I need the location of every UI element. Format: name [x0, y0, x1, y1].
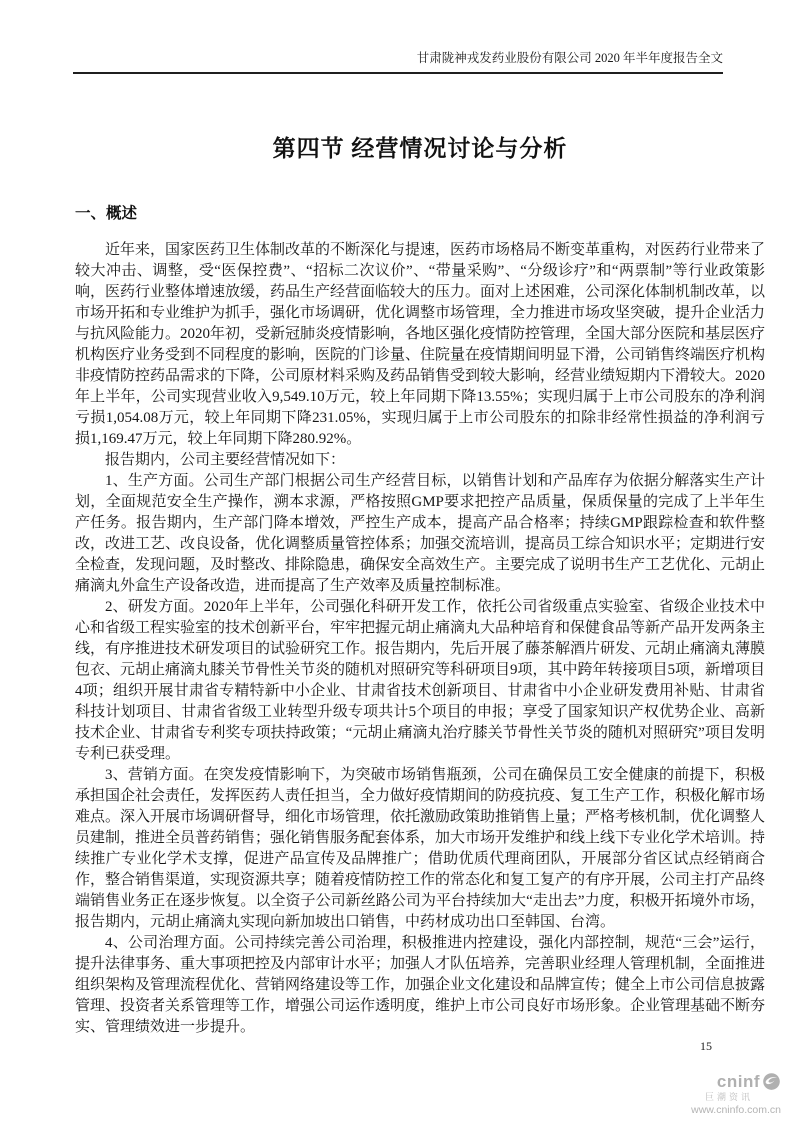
cninfo-watermark — [691, 1072, 781, 1116]
cninfo-url-text: www.cninfo.com.cn — [691, 1103, 781, 1116]
cninfo-logo-text: cninf — [716, 1072, 760, 1091]
document-body — [75, 0, 765, 1038]
section-heading-overview: 一、概述 — [75, 205, 138, 222]
paragraph-governance: 4、公司治理方面。公司持续完善公司治理，积极推进内控建设，强化内部控制，规范“三会”运行，提升法律事务、重大事项把控及内部审计水平；加强人才队伍培养，完善职业经理人管理机制，全面推进组织架构及管理流程优化、营销网络建设等工作，加强企业文化建设和品牌宣传；健全上市公司信息披露管理、投资者关系管理等工作，增强公司运作透明度，维护上市公司良好市场形象。企业管理基础不断夯实、管理绩效进一步提升。 — [75, 935, 766, 1035]
paragraph-intro-operations: 报告期内，公司主要经营情况如下： — [105, 452, 346, 468]
paragraph-production: 1、生产方面。公司生产部门根据公司生产经营目标，以销售计划和产品库存为依据分解落实生产计划，全面规范安全生产操作，溯本求源，严格按照GMP要求把控产品质量，保质保量的完成了上半年生产任务。报告期内，生产部门降本增效，严控生产成本，提高产品合格率；持续GMP跟踪检查和软件整改，改进工艺、改良设备，优化调整质量管控体系；加强交流培训，提高员工综合知识水平；定期进行安全检查，发现问题，及时整改、排除隐患，确保安全高效生产。主要完成了说明书生产工艺优化、元胡止痛滴丸外盒生产设备改造，进而提高了生产效率及质量控制标准。 — [75, 473, 766, 594]
paragraph-marketing: 3、营销方面。在突发疫情影响下，为突破市场销售瓶颈，公司在确保员工安全健康的前提下，积极承担国企社会责任，发挥医药人责任担当，全力做好疫情期间的防疫抗疫、复工生产工作，积极化解市场难点。深入开展市场调研督导，细化市场管理，依托激励政策助推销售上量；严格考核机制，优化调整人员建制，推进全员普药销售；强化销售服务配套体系，加大市场开发维护和线上线下专业化学术培训。持续推广专业化学术支撑，促进产品宣传及品牌推广；借助优质代理商团队，开展部分省区试点经销商合作，整合销售渠道，实现资源共享；随着疫情防控工作的常态化和复工复产的有序开展，公司主打产品终端销售业务正在逐步恢复。以全资子公司新丝路公司为平台持续加大“走出去”力度，积极开拓境外市场，报告期内，元胡止痛滴丸实现向新加坡出口销售，中药材成功出口至韩国、台湾。 — [75, 767, 766, 930]
cninfo-brand-text: 巨潮资讯 — [705, 1092, 754, 1102]
header-report-title: 甘肃陇神戎发药业股份有限公司 2020 年半年度报告全文 — [416, 51, 723, 65]
page-number: 15 — [700, 1039, 712, 1053]
paragraph-overview: 近年来，国家医药卫生体制改革的不断深化与提速，医药市场格局不断变革重构，对医药行业带来了较大冲击、调整，受“医保控费”、“招标二次议价”、“带量采购”、“分级诊疗”和“两票制”等行业政策影响，医药行业整体增速放缓，药品生产经营面临较大的压力。面对上述困难，公司深化体制机制改革，以市场开拓和专业维护为抓手，强化市场调研，优化调整市场管理，全力推进市场攻坚突破，提升企业活力与抗风险能力。2020年初，受新冠肺炎疫情影响，各地区强化疫情防控管理，全国大部分医院和基层医疗机构医疗业务受到不同程度的影响，医院的门诊量、住院量在疫情期间明显下滑，公司销售终端医疗机构非疫情防控药品需求的下降，公司原材料采购及药品销售受到较大影响，经营业绩短期内下滑较大。2020年上半年，公司实现营业收入9,549.10万元，较上年同期下降13.55%；实现归属于上市公司股东的净利润亏损1,054.08万元，较上年同期下降231.05%，实现归属于上市公司股东的扣除非经常性损益的净利润亏损1,169.47万元，较上年同期下降280.92%。 — [75, 242, 766, 447]
paragraph-research: 2、研发方面。2020年上半年，公司强化科研开发工作，依托公司省级重点实验室、省级企业技术中心和省级工程实验室的技术创新平台，牢牢把握元胡止痛滴丸大品种培育和保健食品等新产品开发两条主线，有序推进技术研发项目的试验研究工作。报告期内，先后开展了藤茶解酒片研发、元胡止痛滴丸薄膜包衣、元胡止痛滴丸膝关节骨性关节炎的随机对照研究等科研项目9项，其中跨年转接项目5项，新增项目4项；组织开展甘肃省专精特新中小企业、甘肃省技术创新项目、甘肃省中小企业研发费用补贴、甘肃省科技计划项目、甘肃省省级工业转型升级专项共计5个项目的申报；享受了国家知识产权优势企业、高新技术企业、甘肃省专利奖专项扶持政策；“元胡止痛滴丸治疗膝关节骨性关节炎的随机对照研究”项目发明专利已获受理。 — [75, 599, 766, 762]
cninfo-swirl-icon — [762, 1072, 781, 1091]
page-title: 第四节 经营情况讨论与分析 — [272, 136, 568, 161]
